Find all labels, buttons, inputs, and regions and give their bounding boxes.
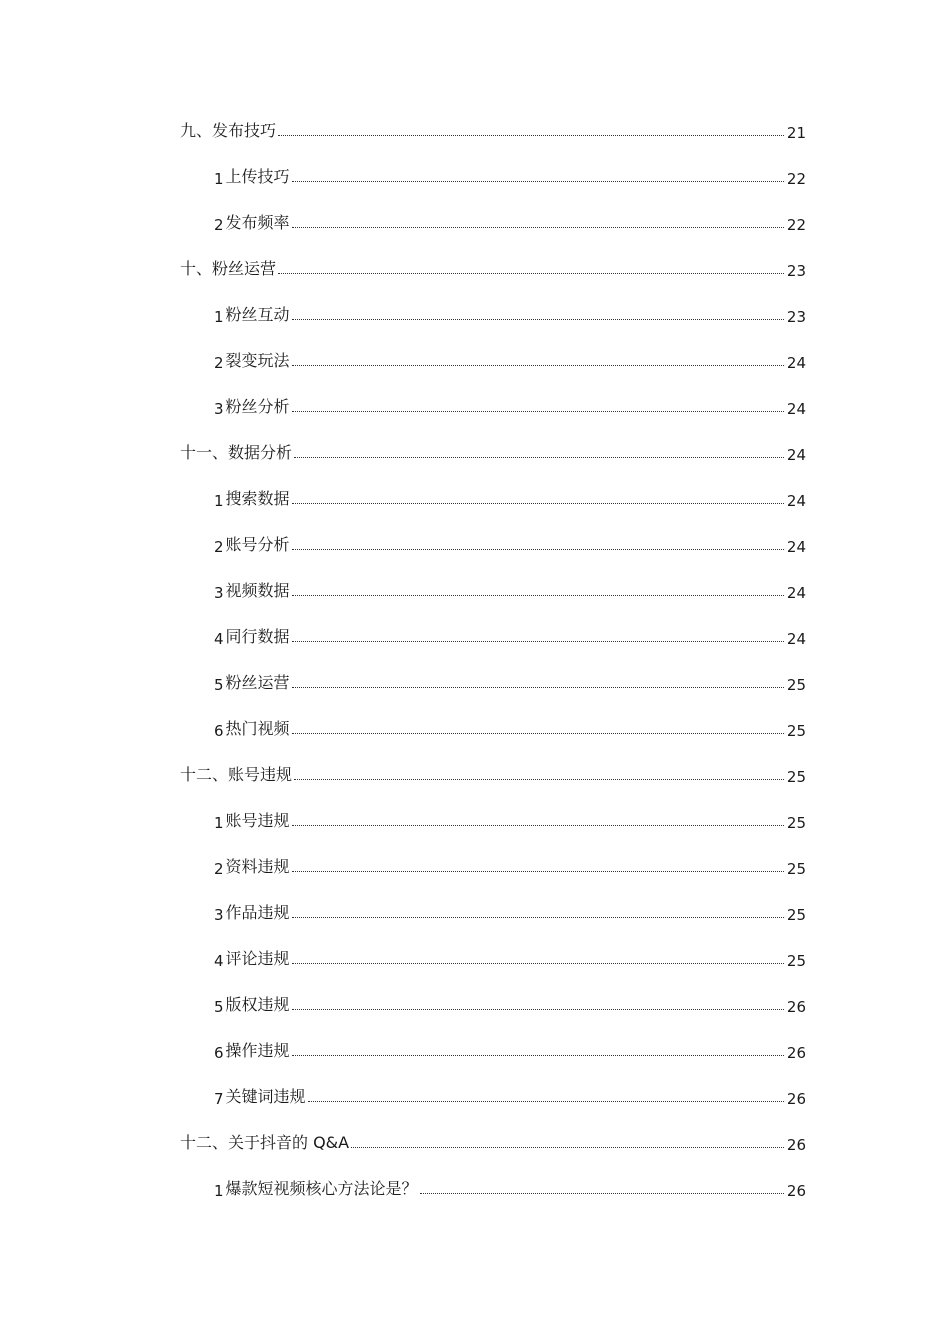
- toc-section-entry[interactable]: [214, 1174, 806, 1198]
- toc-section-entry[interactable]: [214, 1036, 806, 1060]
- dot-leader: [292, 871, 784, 872]
- toc-section-entry[interactable]: [214, 576, 806, 600]
- toc-section-entry[interactable]: [214, 162, 806, 186]
- toc-entry-number: 5: [214, 998, 224, 1016]
- toc-section-entry[interactable]: [214, 208, 806, 232]
- toc-section-entry[interactable]: [214, 392, 806, 416]
- toc-page-number: 25: [786, 906, 806, 924]
- toc-section-entry[interactable]: [214, 346, 806, 370]
- dot-leader: [292, 917, 784, 918]
- toc-section-entry[interactable]: [214, 806, 806, 830]
- toc-page-number: 24: [786, 630, 806, 648]
- toc-entry-title: 资料违规: [225, 857, 290, 876]
- toc-entry-number: 2: [214, 538, 224, 556]
- toc-entry-number: 2: [214, 860, 224, 878]
- toc-entry-number: 1: [214, 170, 224, 188]
- toc-page-number: 26: [786, 1136, 806, 1154]
- toc-page-number: 24: [786, 584, 806, 602]
- toc-chapter-entry[interactable]: [180, 254, 806, 278]
- toc-page-number: 22: [786, 170, 806, 188]
- toc-entry-number: 2: [214, 216, 224, 234]
- dot-leader: [292, 181, 784, 182]
- toc-chapter-entry[interactable]: [180, 760, 806, 784]
- toc-entry-title: 裂变玩法: [225, 351, 290, 370]
- dot-leader: [292, 1055, 784, 1056]
- toc-entry-title: 评论违规: [225, 949, 290, 968]
- toc-entry-title: 爆款短视频核心方法论是？: [225, 1179, 418, 1198]
- toc-entry-title: 十二、账号违规: [180, 765, 293, 784]
- toc-page-number: 26: [786, 1182, 806, 1200]
- toc-section-entry[interactable]: [214, 714, 806, 738]
- dot-leader: [292, 733, 784, 734]
- toc-entry-title: 粉丝运营: [225, 673, 290, 692]
- toc-page-number: 23: [786, 262, 806, 280]
- toc-page-number: 26: [786, 1090, 806, 1108]
- toc-page-number: 24: [786, 446, 806, 464]
- toc-entry-title: 搜索数据: [225, 489, 290, 508]
- toc-page-number: 25: [786, 814, 806, 832]
- dot-leader: [292, 549, 784, 550]
- toc-page-number: 24: [786, 354, 806, 372]
- toc-entry-title: 作品违规: [225, 903, 290, 922]
- toc-entry-number: 1: [214, 492, 224, 510]
- toc-page-number: 24: [786, 400, 806, 418]
- toc-entry-number: 1: [214, 814, 224, 832]
- toc-page-number: 25: [786, 722, 806, 740]
- toc-entry-number: 1: [214, 1182, 224, 1200]
- toc-section-entry[interactable]: [214, 898, 806, 922]
- toc-entry-title: 关键词违规: [225, 1087, 306, 1106]
- toc-page-number: 26: [786, 1044, 806, 1062]
- toc-entry-number: 4: [214, 952, 224, 970]
- dot-leader: [292, 641, 784, 642]
- dot-leader: [292, 503, 784, 504]
- dot-leader: [308, 1101, 784, 1102]
- toc-entry-number: 7: [214, 1090, 224, 1108]
- dot-leader: [292, 319, 784, 320]
- toc-entry-number: 3: [214, 584, 224, 602]
- toc-page-number: 21: [786, 124, 806, 142]
- toc-entry-number: 6: [214, 1044, 224, 1062]
- toc-entry-title: 热门视频: [225, 719, 290, 738]
- toc-section-entry[interactable]: [214, 852, 806, 876]
- toc-chapter-entry[interactable]: [180, 1128, 806, 1152]
- toc-page-number: 26: [786, 998, 806, 1016]
- toc-entry-number: 6: [214, 722, 224, 740]
- toc-section-entry[interactable]: [214, 484, 806, 508]
- dot-leader: [292, 411, 784, 412]
- dot-leader: [420, 1193, 784, 1194]
- toc-section-entry[interactable]: [214, 944, 806, 968]
- toc-entry-title: 粉丝互动: [225, 305, 290, 324]
- toc-page-number: 25: [786, 676, 806, 694]
- toc-entry-number: 2: [214, 354, 224, 372]
- dot-leader: [278, 273, 784, 274]
- dot-leader: [292, 595, 784, 596]
- toc-entry-title: 同行数据: [225, 627, 290, 646]
- dot-leader: [292, 365, 784, 366]
- toc-entry-title: 九、发布技巧: [180, 121, 277, 140]
- dot-leader: [292, 227, 784, 228]
- toc-entry-number: 1: [214, 308, 224, 326]
- toc-entry-title: 粉丝分析: [225, 397, 290, 416]
- toc-page-number: 22: [786, 216, 806, 234]
- toc-entry-title: 账号违规: [225, 811, 290, 830]
- toc-page-number: 25: [786, 860, 806, 878]
- dot-leader: [294, 457, 784, 458]
- toc-page-number: 24: [786, 492, 806, 510]
- dot-leader: [292, 825, 784, 826]
- toc-page-number: 24: [786, 538, 806, 556]
- toc-page-number: 25: [786, 952, 806, 970]
- toc-entry-number: 5: [214, 676, 224, 694]
- toc-section-entry[interactable]: [214, 990, 806, 1014]
- toc-entry-title: 十一、数据分析: [180, 443, 293, 462]
- toc-page-number: 25: [786, 768, 806, 786]
- dot-leader: [294, 779, 784, 780]
- toc-entry-title: 十、粉丝运营: [180, 259, 277, 278]
- toc-entry-title: 操作违规: [225, 1041, 290, 1060]
- toc-entry-title: 视频数据: [225, 581, 290, 600]
- dot-leader: [292, 687, 784, 688]
- toc-section-entry[interactable]: [214, 1082, 806, 1106]
- toc-chapter-entry[interactable]: [180, 438, 806, 462]
- toc-chapter-entry[interactable]: [180, 116, 806, 140]
- toc-page-number: 23: [786, 308, 806, 326]
- dot-leader: [278, 135, 784, 136]
- toc-entry-number: 4: [214, 630, 224, 648]
- toc-entry-title: 十二、关于抖音的 Q&A: [180, 1133, 350, 1152]
- toc-section-entry[interactable]: [214, 300, 806, 324]
- toc-entry-title: 版权违规: [225, 995, 290, 1014]
- toc-entry-title: 账号分析: [225, 535, 290, 554]
- toc-entry-number: 3: [214, 400, 224, 418]
- toc-section-entry[interactable]: [214, 530, 806, 554]
- toc-entry-title: 发布频率: [225, 213, 290, 232]
- dot-leader: [292, 1009, 784, 1010]
- toc-section-entry[interactable]: [214, 668, 806, 692]
- dot-leader: [351, 1147, 784, 1148]
- toc-entry-title: 上传技巧: [225, 167, 290, 186]
- toc-entry-number: 3: [214, 906, 224, 924]
- toc-section-entry[interactable]: [214, 622, 806, 646]
- dot-leader: [292, 963, 784, 964]
